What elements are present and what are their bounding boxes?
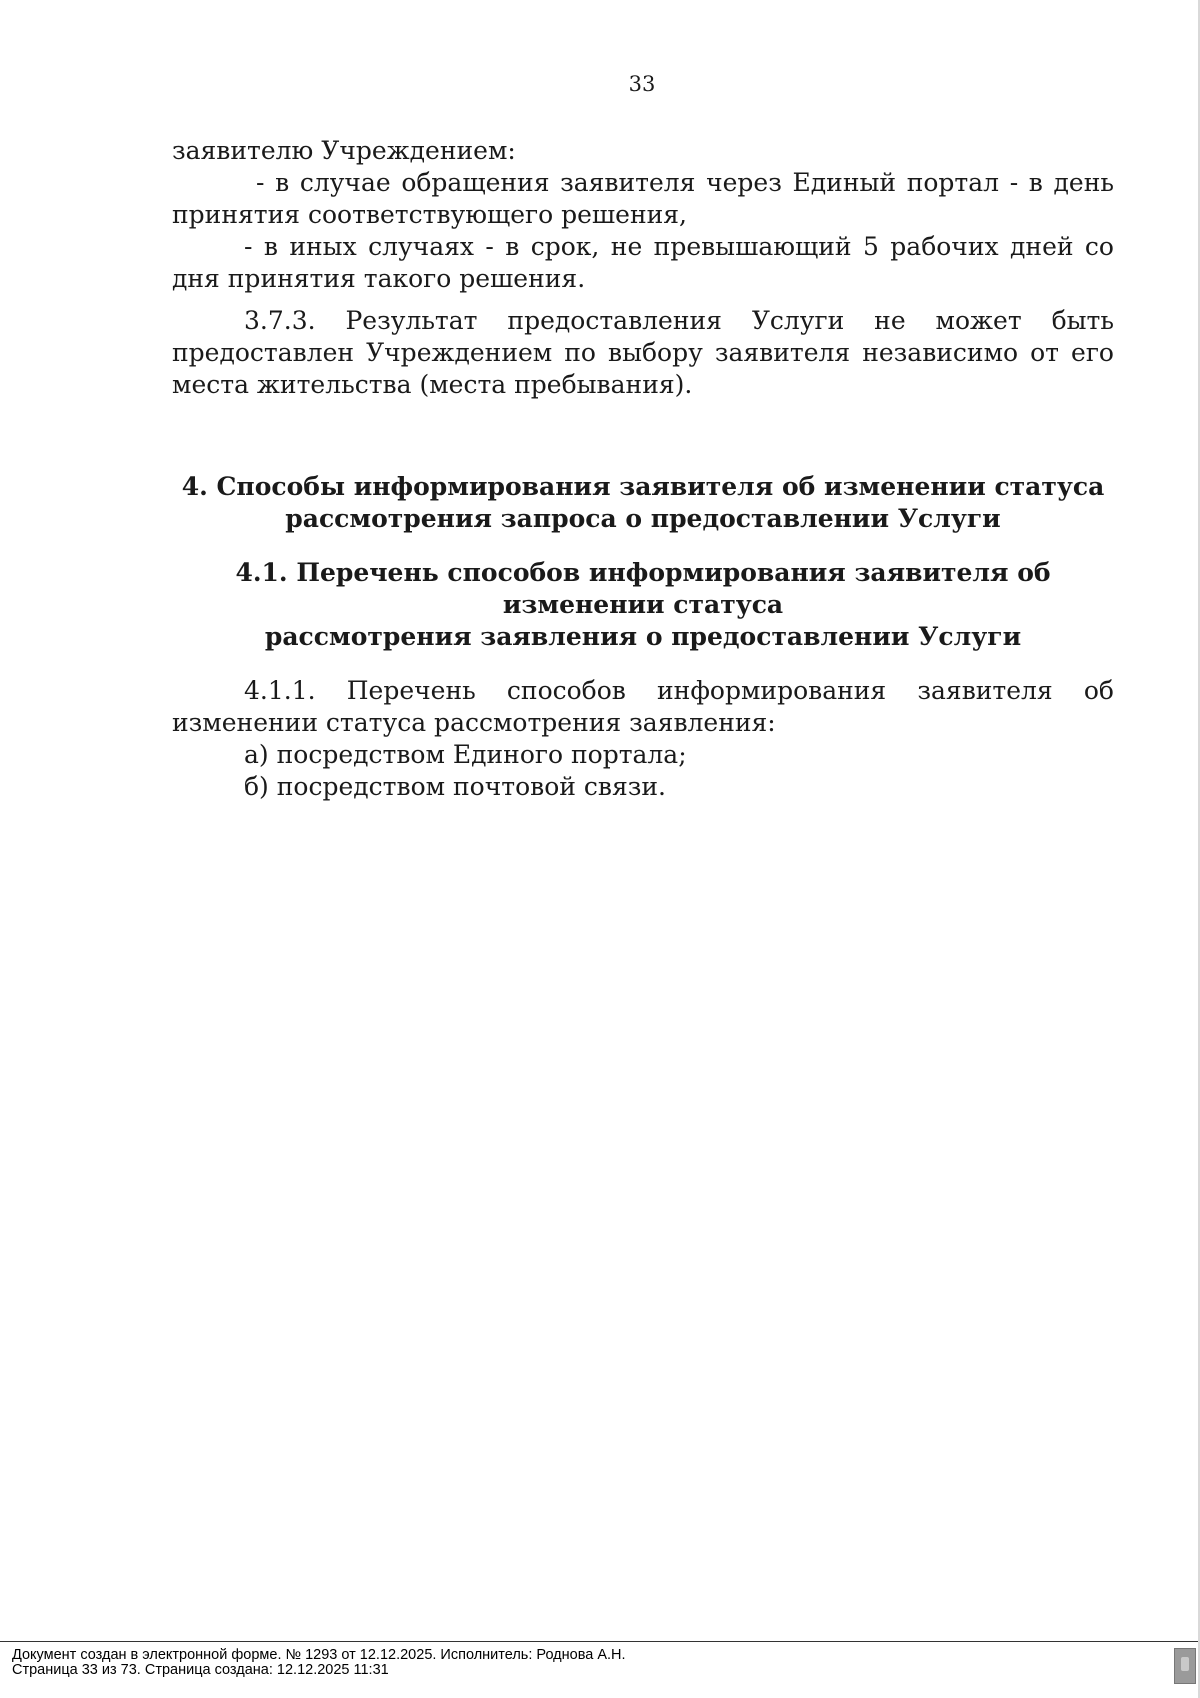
- heading-line: 4.1. Перечень способов информирования заявителя об изменении статуса: [235, 558, 1051, 619]
- paragraph: - в случае обращения заявителя через Единый портал - в день принятия соответствующего решения,: [172, 168, 1114, 229]
- heading-line: рассмотрения запроса о предоставлении Услуги: [285, 504, 1001, 533]
- list-item: а) посредством Единого портала;: [244, 740, 687, 769]
- section-4-heading: [172, 471, 1114, 535]
- paragraph-4-1-1: 4.1.1. Перечень способов информирования заявителя об изменении статуса рассмотрения заявления:: [172, 676, 1114, 737]
- document-stamp-icon: [1174, 1648, 1196, 1684]
- paragraph-3-7-3: 3.7.3. Результат предоставления Услуги не может быть предоставлен Учреждением по выбору заявителя независимо от его места жительства (места пребывания).: [172, 306, 1114, 399]
- heading-line: рассмотрения заявления о предоставлении Услуги: [264, 622, 1022, 651]
- footer-line-1: Документ создан в электронной форме. № 1293 от 12.12.2025. Исполнитель: Роднова А.Н.: [12, 1647, 626, 1663]
- heading-line: 4. Способы информирования заявителя об изменении статуса: [181, 472, 1105, 501]
- paragraph: - в иных случаях - в срок, не превышающий 5 рабочих дней со дня принятия такого решения.: [172, 232, 1114, 293]
- page-number: 33: [628, 72, 656, 96]
- footer-line-2: Страница 33 из 73. Страница создана: 12.12.2025 11:31: [12, 1662, 389, 1678]
- section-4-1-heading: [172, 557, 1114, 653]
- paragraph: заявителю Учреждением:: [172, 136, 516, 165]
- document-body: [172, 135, 1114, 803]
- footer: [12, 1648, 626, 1678]
- list-item: б) посредством почтовой связи.: [244, 772, 666, 801]
- footer-divider: [0, 1641, 1198, 1642]
